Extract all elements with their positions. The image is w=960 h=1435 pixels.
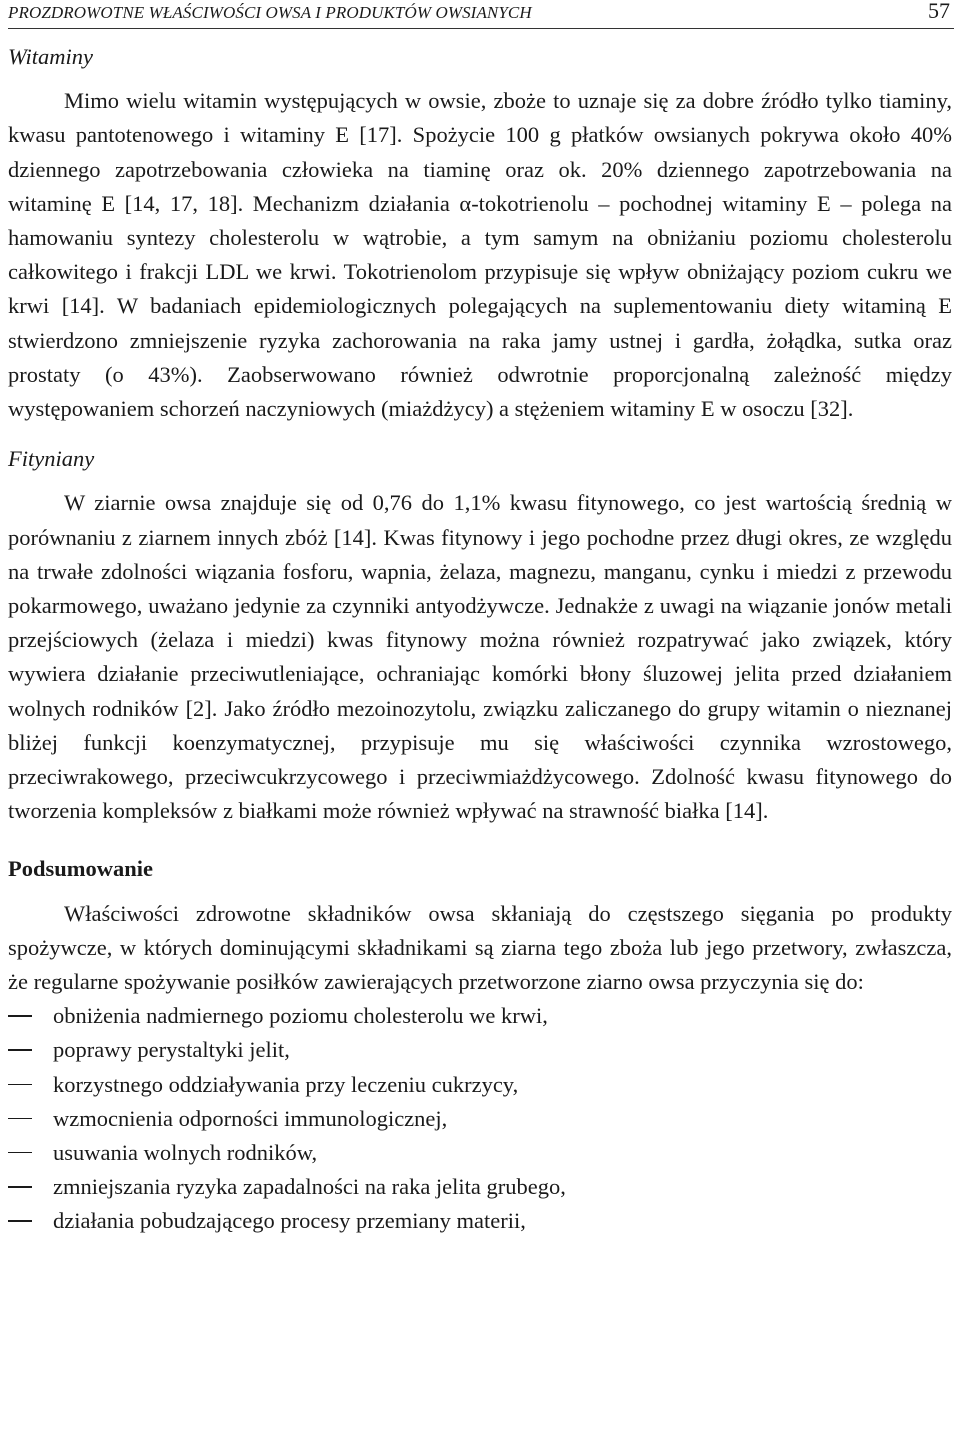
section-heading-fityniany: Fityniany	[8, 446, 95, 472]
list-item	[8, 1170, 952, 1204]
page-content	[8, 40, 952, 1239]
dash-bullet-icon	[8, 1118, 32, 1120]
list-item-text: zmniejszania ryzyka zapadalności na raka jelita grubego,	[53, 1174, 566, 1200]
list-item	[8, 1068, 952, 1102]
list-item-text: wzmocnienia odporności immunologicznej,	[53, 1105, 448, 1131]
section-heading-podsumowanie: Podsumowanie	[8, 856, 154, 882]
running-title: PROZDROWOTNE WŁAŚCIWOŚCI OWSA I PRODUKTÓW OWSIANYCH	[8, 3, 532, 22]
list-item	[8, 1204, 952, 1238]
running-header	[8, 0, 954, 29]
summary-list	[8, 999, 952, 1238]
section-heading-witaminy: Witaminy	[8, 44, 93, 69]
list-item-text: działania pobudzającego procesy przemiany materii,	[53, 1208, 526, 1234]
dash-bullet-icon	[8, 1152, 32, 1154]
dash-bullet-icon	[8, 1084, 32, 1086]
paragraph-witaminy: Mimo wielu witamin występujących w owsie, zboże to uznaje się za dobre źródło tylko tiaminy, kwasu pantotenowego i witaminy E [17]. Spożycie 100 g płatków owsianych pokrywa około 40% dziennego zapotrzebowania człowieka na tiaminę oraz ok. 20% dziennego zapotrzebowania na witaminę E [14, 17, 18]. Mechanizm działania α-tokotrienolu – pochodnej witaminy E – polega na hamowaniu syntezy cholesterolu w wątrobie, a tym samym na obniżaniu poziomu cholesterolu całkowitego i frakcji LDL we krwi. Tokotrienolom przypisuje się wpływ obniżający poziom cukru we krwi [14]. W badaniach epidemiologicznych polegających na suplementowaniu diety witaminą E stwierdzono zmniejszenie ryzyka zachorowania na raka jamy ustnej i gardła, żołądka, sutka oraz prostaty (o 43%). Zaobserwowano również odwrotnie proporcjonalną zależność między występowaniem schorzeń naczyniowych (miażdżycy) a stężeniem witaminy E w osoczu [32].	[8, 88, 952, 422]
dash-bullet-icon	[8, 1220, 32, 1222]
list-item	[8, 999, 952, 1033]
list-item-text: usuwania wolnych rodników,	[53, 1139, 318, 1165]
dash-bullet-icon	[8, 1049, 32, 1051]
page-number: 57	[928, 0, 950, 23]
list-item-text: poprawy perystaltyki jelit,	[53, 1037, 290, 1063]
list-item	[8, 1136, 952, 1170]
dash-bullet-icon	[8, 1186, 32, 1188]
list-item-text: korzystnego oddziaływania przy leczeniu cukrzycy,	[53, 1071, 519, 1097]
list-item-text: obniżenia nadmiernego poziomu cholesterolu we krwi,	[53, 1003, 548, 1029]
paragraph-fityniany: W ziarnie owsa znajduje się od 0,76 do 1,1% kwasu fitynowego, co jest wartością średnią w porównaniu z ziarnem innych zbóż [14]. Kwas fitynowy i jego pochodne przez długi okres, ze względu na trwałe zdolności wiązania fosforu, wapnia, żelaza, magnezu, manganu, cynku i miedzi z przewodu pokarmowego, uważano jedynie za czynniki antyodżywcze. Jednakże z uwagi na wiązanie jonów metali przejściowych (żelaza i miedzi) kwas fitynowy można również rozpatrywać jako związek, który wywiera działanie przeciwutleniające, ochraniając komórki błony śluzowej jelita przed działaniem wolnych rodników [2]. Jako źródło mezoinozytolu, związku zaliczanego do grupy witamin o nieznanej bliżej funkcji koenzymatycznej, przypisuje mu się właściwości czynnika wzrostowego, przeciwrakowego, przeciwcukrzycowego i przeciwmiażdżycowego. Zdolność kwasu fitynowego do tworzenia kompleksów z białkami może również wpływać na strawność białka [14].	[8, 490, 952, 824]
dash-bullet-icon	[8, 1015, 32, 1017]
list-item	[8, 1102, 952, 1136]
paragraph-podsumowanie: Właściwości zdrowotne składników owsa skłaniają do częstszego sięgania po produkty spożywcze, w których dominującymi składnikami są ziarna tego zboża lub jego przetwory, zwłaszcza, że regularne spożywanie posiłków zawierających przetworzone ziarno owsa przyczynia się do:	[8, 900, 952, 995]
list-item	[8, 1033, 952, 1067]
